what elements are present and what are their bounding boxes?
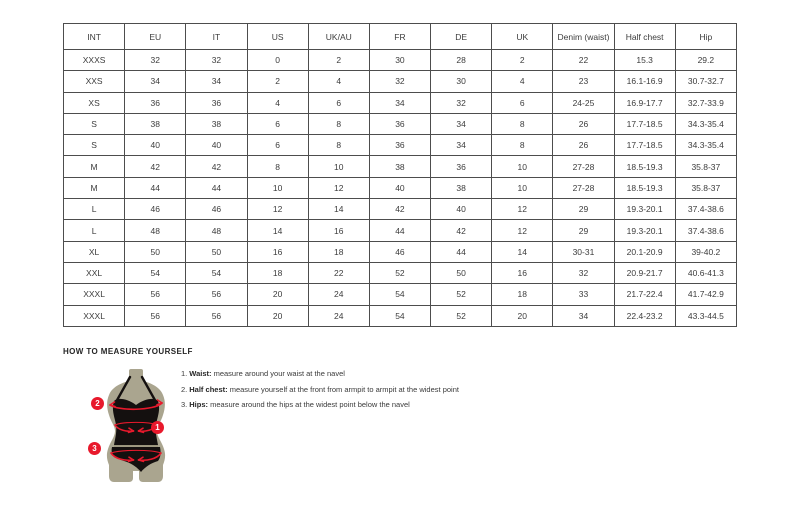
size-cell: 20 (247, 284, 308, 305)
size-cell: 27-28 (553, 177, 614, 198)
size-cell: 29 (553, 220, 614, 241)
size-cell: 27-28 (553, 156, 614, 177)
size-cell: 12 (308, 177, 369, 198)
instruction-number: 1. (181, 369, 188, 378)
instruction-label: Half chest: (189, 384, 228, 394)
size-cell: 52 (369, 262, 430, 283)
size-cell: 50 (125, 241, 186, 262)
size-cell: 38 (186, 113, 247, 134)
size-chart-header (64, 24, 737, 50)
size-cell: 19.3-20.1 (614, 220, 675, 241)
size-cell: 14 (247, 220, 308, 241)
size-cell: 16 (247, 241, 308, 262)
column-header: EU (125, 24, 186, 50)
size-cell: 8 (492, 135, 553, 156)
size-cell: 34 (431, 113, 492, 134)
table-row (64, 284, 737, 305)
size-cell: XL (64, 241, 125, 262)
measure-instructions (181, 370, 459, 417)
marker-waist: 1 (151, 421, 164, 434)
marker-hips: 3 (88, 442, 101, 455)
size-cell: L (64, 220, 125, 241)
size-cell: 4 (247, 92, 308, 113)
size-cell: 23 (553, 71, 614, 92)
size-cell: 28 (431, 50, 492, 71)
size-cell: 12 (492, 199, 553, 220)
size-cell: 54 (369, 305, 430, 326)
size-cell: 42 (125, 156, 186, 177)
size-cell: 22 (308, 262, 369, 283)
size-cell: 15.3 (614, 50, 675, 71)
measure-instruction-waist (181, 370, 459, 378)
size-cell: 26 (553, 113, 614, 134)
size-cell: M (64, 156, 125, 177)
size-cell: 44 (125, 177, 186, 198)
size-cell: 18.5-19.3 (614, 156, 675, 177)
size-cell: XS (64, 92, 125, 113)
column-header: UK (492, 24, 553, 50)
column-header: DE (431, 24, 492, 50)
size-cell: 56 (125, 284, 186, 305)
measure-heading: HOW TO MEASURE YOURSELF (63, 347, 193, 356)
size-cell: 34 (186, 71, 247, 92)
size-cell: 20.9-21.7 (614, 262, 675, 283)
size-cell: 8 (247, 156, 308, 177)
column-header: INT (64, 24, 125, 50)
size-cell: 29 (553, 199, 614, 220)
size-cell: 32 (125, 50, 186, 71)
size-cell: 54 (369, 284, 430, 305)
size-cell: 18.5-19.3 (614, 177, 675, 198)
size-cell: 52 (431, 284, 492, 305)
size-cell: 6 (492, 92, 553, 113)
size-cell: 17.7-18.5 (614, 135, 675, 156)
column-header: US (247, 24, 308, 50)
size-cell: 50 (431, 262, 492, 283)
size-cell: 2 (492, 50, 553, 71)
size-cell: 39-40.2 (675, 241, 736, 262)
size-cell: 37.4-38.6 (675, 220, 736, 241)
size-cell: 32 (369, 71, 430, 92)
size-cell: 44 (369, 220, 430, 241)
instruction-text: measure around your waist at the navel (211, 369, 345, 378)
column-header: IT (186, 24, 247, 50)
table-row (64, 177, 737, 198)
size-cell: 16 (308, 220, 369, 241)
size-cell: 12 (492, 220, 553, 241)
instruction-text: measure yourself at the front from armpit to armpit at the widest point (227, 384, 459, 394)
table-row (64, 92, 737, 113)
size-cell: 42 (431, 220, 492, 241)
size-cell: 46 (369, 241, 430, 262)
size-cell: 34.3-35.4 (675, 113, 736, 134)
size-cell: 44 (186, 177, 247, 198)
size-cell: 56 (125, 305, 186, 326)
table-row (64, 199, 737, 220)
size-cell: 30 (431, 71, 492, 92)
size-cell: 30.7-32.7 (675, 71, 736, 92)
size-cell: 29.2 (675, 50, 736, 71)
size-cell: 48 (186, 220, 247, 241)
size-cell: 6 (247, 113, 308, 134)
size-cell: XXS (64, 71, 125, 92)
size-cell: 33 (553, 284, 614, 305)
size-cell: 20 (247, 305, 308, 326)
instruction-label: Waist: (189, 369, 212, 378)
size-cell: 42 (186, 156, 247, 177)
size-cell: 36 (125, 92, 186, 113)
size-cell: 10 (492, 156, 553, 177)
table-row (64, 305, 737, 326)
size-cell: 36 (186, 92, 247, 113)
size-cell: M (64, 177, 125, 198)
size-cell: 2 (247, 71, 308, 92)
size-cell: 17.7-18.5 (614, 113, 675, 134)
size-cell: 44 (431, 241, 492, 262)
size-cell: 14 (492, 241, 553, 262)
size-cell: 24 (308, 284, 369, 305)
measure-instruction-half-chest (181, 386, 459, 394)
size-cell: 46 (186, 199, 247, 220)
size-cell: 10 (492, 177, 553, 198)
size-cell: 34 (431, 135, 492, 156)
size-cell: 8 (492, 113, 553, 134)
instruction-number: 3. (181, 400, 188, 409)
size-cell: 16.9-17.7 (614, 92, 675, 113)
size-cell: 10 (308, 156, 369, 177)
size-cell: 43.3-44.5 (675, 305, 736, 326)
size-cell: 40.6-41.3 (675, 262, 736, 283)
column-header: Hip (675, 24, 736, 50)
size-cell: S (64, 113, 125, 134)
size-cell: 40 (125, 135, 186, 156)
size-cell: L (64, 199, 125, 220)
size-cell: 8 (308, 113, 369, 134)
instruction-number: 2. (181, 384, 188, 394)
size-cell: 52 (431, 305, 492, 326)
measurement-illustration (85, 368, 200, 488)
size-chart-table (63, 23, 737, 327)
measure-instruction-hips (181, 401, 459, 409)
column-header: FR (369, 24, 430, 50)
size-cell: 38 (369, 156, 430, 177)
instruction-label: Hips: (189, 400, 209, 409)
size-cell: 46 (125, 199, 186, 220)
column-header: Denim (waist) (553, 24, 614, 50)
size-cell: 32 (186, 50, 247, 71)
size-cell: 54 (186, 262, 247, 283)
size-cell: 37.4-38.6 (675, 199, 736, 220)
table-row (64, 50, 737, 71)
size-cell: XXXS (64, 50, 125, 71)
size-cell: S (64, 135, 125, 156)
mannequin-figure (85, 368, 200, 488)
size-cell: 20.1-20.9 (614, 241, 675, 262)
size-cell: 35.8-37 (675, 156, 736, 177)
column-header: Half chest (614, 24, 675, 50)
size-cell: 6 (247, 135, 308, 156)
size-cell: 16 (492, 262, 553, 283)
table-row (64, 262, 737, 283)
table-row (64, 135, 737, 156)
size-cell: XXXL (64, 305, 125, 326)
size-cell: 34 (125, 71, 186, 92)
size-cell: XXL (64, 262, 125, 283)
size-cell: 8 (308, 135, 369, 156)
size-cell: 2 (308, 50, 369, 71)
size-cell: 56 (186, 284, 247, 305)
marker-half-chest: 2 (91, 397, 104, 410)
size-cell: 34.3-35.4 (675, 135, 736, 156)
column-header: UK/AU (308, 24, 369, 50)
size-cell: 4 (492, 71, 553, 92)
size-cell: 48 (125, 220, 186, 241)
size-cell: 16.1-16.9 (614, 71, 675, 92)
table-row (64, 241, 737, 262)
size-cell: 34 (369, 92, 430, 113)
size-cell: 24 (308, 305, 369, 326)
size-cell: 18 (492, 284, 553, 305)
size-cell: 18 (308, 241, 369, 262)
size-cell: 14 (308, 199, 369, 220)
size-cell: 10 (247, 177, 308, 198)
size-cell: 18 (247, 262, 308, 283)
size-cell: 38 (125, 113, 186, 134)
size-cell: 24-25 (553, 92, 614, 113)
size-cell: 21.7-22.4 (614, 284, 675, 305)
size-cell: 19.3-20.1 (614, 199, 675, 220)
instruction-text: measure around the hips at the widest point below the navel (208, 400, 410, 409)
size-cell: 36 (369, 113, 430, 134)
size-cell: 32 (431, 92, 492, 113)
size-cell: 40 (369, 177, 430, 198)
size-cell: 6 (308, 92, 369, 113)
size-cell: 50 (186, 241, 247, 262)
size-cell: 4 (308, 71, 369, 92)
size-cell: XXXL (64, 284, 125, 305)
table-row (64, 220, 737, 241)
size-cell: 40 (431, 199, 492, 220)
size-cell: 30 (369, 50, 430, 71)
size-cell: 38 (431, 177, 492, 198)
size-cell: 54 (125, 262, 186, 283)
size-cell: 32.7-33.9 (675, 92, 736, 113)
size-cell: 40 (186, 135, 247, 156)
table-row (64, 71, 737, 92)
size-cell: 36 (369, 135, 430, 156)
size-cell: 36 (431, 156, 492, 177)
size-cell: 22.4-23.2 (614, 305, 675, 326)
table-row (64, 113, 737, 134)
size-cell: 41.7-42.9 (675, 284, 736, 305)
size-cell: 32 (553, 262, 614, 283)
size-cell: 22 (553, 50, 614, 71)
header-row (64, 24, 737, 50)
size-cell: 0 (247, 50, 308, 71)
size-chart-body (64, 50, 737, 327)
size-cell: 30-31 (553, 241, 614, 262)
size-cell: 34 (553, 305, 614, 326)
table-row (64, 156, 737, 177)
size-cell: 12 (247, 199, 308, 220)
size-cell: 26 (553, 135, 614, 156)
size-cell: 42 (369, 199, 430, 220)
size-cell: 35.8-37 (675, 177, 736, 198)
size-cell: 20 (492, 305, 553, 326)
size-cell: 56 (186, 305, 247, 326)
